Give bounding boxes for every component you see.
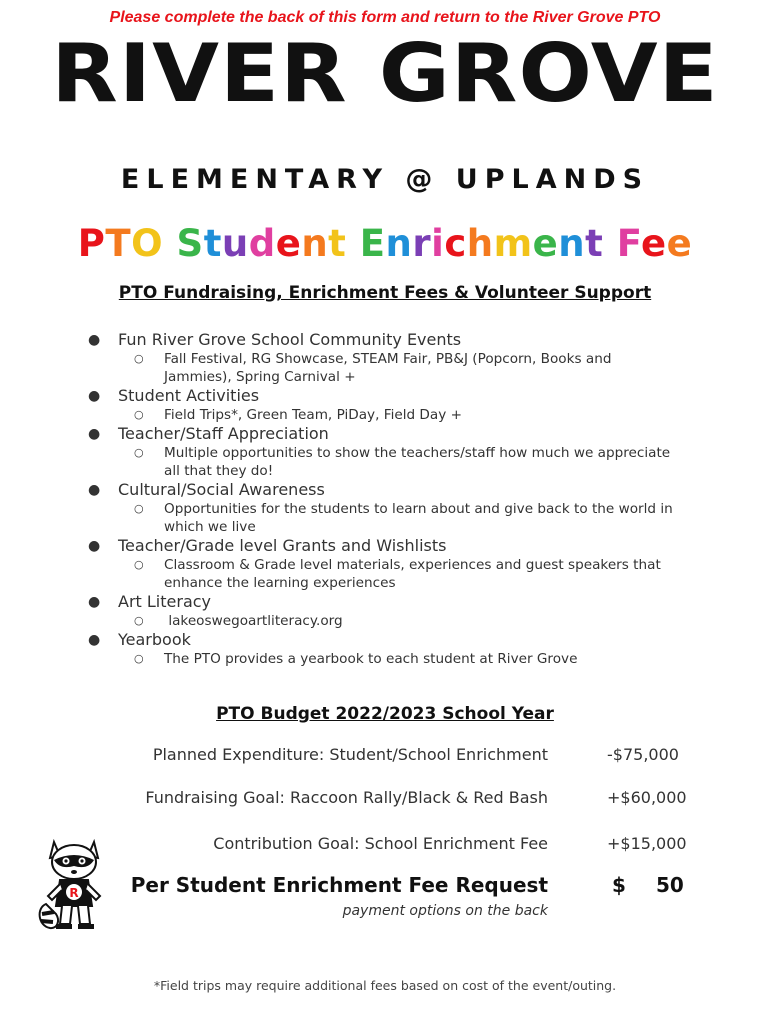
budget-row-label: Planned Expenditure: Student/School Enrichment <box>152 745 548 764</box>
title-letter: d <box>248 222 276 265</box>
title-letter: u <box>221 222 249 265</box>
title-letter: T <box>105 222 132 265</box>
activity-title: Teacher/Grade level Grants and Wishlists <box>118 536 447 555</box>
bullet-icon: ● <box>88 632 101 648</box>
activity-item <box>88 630 770 650</box>
activity-detail <box>134 406 680 424</box>
activity-item <box>88 480 770 500</box>
title-letter: c <box>444 222 467 265</box>
activity-title: Fun River Grove School Community Events <box>118 330 462 349</box>
sub-bullet-icon: ○ <box>134 558 144 571</box>
activity-item <box>88 386 770 406</box>
activity-detail-text: Fall Festival, RG Showcase, STEAM Fair, PB&J (Popcorn, Books and Jammies), Spring Carnival + <box>164 351 616 385</box>
fundraising-section-heading: PTO Fundraising, Enrichment Fees & Volunteer Support <box>118 283 652 303</box>
title-letter: P <box>77 222 106 265</box>
activity-title: Art Literacy <box>118 592 212 611</box>
title-letter: t <box>585 222 604 265</box>
payment-options-note: payment options on the back <box>342 903 548 919</box>
title-letter: O <box>131 222 164 265</box>
activity-detail <box>134 650 680 668</box>
title-letter: F <box>616 222 641 265</box>
title-letter: e <box>640 222 667 265</box>
activity-title: Cultural/Social Awareness <box>118 480 325 499</box>
title-letter: t <box>328 222 347 265</box>
bullet-icon: ● <box>88 426 101 442</box>
budget-heading: PTO Budget 2022/2023 School Year <box>216 704 554 724</box>
title-letter: n <box>558 222 586 265</box>
title-letter: E <box>359 222 386 265</box>
title-letter: m <box>493 222 533 265</box>
activity-detail <box>134 500 680 536</box>
sub-bullet-icon: ○ <box>134 408 144 421</box>
activity-title: Teacher/Staff Appreciation <box>118 424 329 443</box>
fee-currency: $ <box>612 873 626 897</box>
sub-bullet-icon: ○ <box>134 614 144 627</box>
activity-item <box>88 424 770 444</box>
school-subtitle: ELEMENTARY @ UPLANDS <box>120 164 650 195</box>
bullet-icon: ● <box>88 388 101 404</box>
title-letter <box>163 222 176 265</box>
budget-row-label: Contribution Goal: School Enrichment Fee <box>213 834 548 853</box>
enrichment-fee-title <box>0 222 770 265</box>
activity-detail-text: The PTO provides a yearbook to each student at River Grove <box>164 651 578 667</box>
title-letter: n <box>385 222 413 265</box>
bullet-icon: ● <box>88 332 101 348</box>
field-trip-footnote: *Field trips may require additional fees based on cost of the event/outing. <box>153 978 617 993</box>
activity-detail-text: Classroom & Grade level materials, experiences and guest speakers that enhance the learning experiences <box>164 557 666 591</box>
raccoon-mascot-icon <box>38 834 110 932</box>
title-letter: e <box>275 222 302 265</box>
title-letter <box>603 222 616 265</box>
school-name-heading: RIVER GROVE <box>51 27 719 120</box>
activity-detail <box>134 350 680 386</box>
budget-row-amount: +$60,000 <box>607 788 687 807</box>
activity-detail-text: Opportunities for the students to learn about and give back to the world in which we live <box>164 501 678 535</box>
title-letter: e <box>666 222 693 265</box>
mascot-letter: R <box>69 886 79 900</box>
title-letter: r <box>412 222 432 265</box>
activity-item <box>88 536 770 556</box>
bullet-icon: ● <box>88 482 101 498</box>
activities-list <box>0 330 770 668</box>
activity-detail <box>134 444 680 480</box>
sub-bullet-icon: ○ <box>134 502 144 515</box>
title-letter: e <box>532 222 559 265</box>
activity-item <box>88 592 770 612</box>
fee-request-label: Per Student Enrichment Fee Request <box>130 873 548 897</box>
activity-detail-text: Multiple opportunities to show the teachers/staff how much we appreciate all that they do! <box>164 445 675 479</box>
activity-detail-text: Field Trips*, Green Team, PiDay, Field Day + <box>164 407 462 423</box>
activity-detail <box>134 556 680 592</box>
fee-amount: 50 <box>656 873 684 897</box>
budget-row-amount: +$15,000 <box>607 834 687 853</box>
activity-detail-text: lakeoswegoartliteracy.org <box>164 613 343 629</box>
bullet-icon: ● <box>88 594 101 610</box>
title-letter: t <box>203 222 222 265</box>
sub-bullet-icon: ○ <box>134 446 144 459</box>
bullet-icon: ● <box>88 538 101 554</box>
activity-title: Yearbook <box>118 630 191 649</box>
budget-row-label: Fundraising Goal: Raccoon Rally/Black & Red Bash <box>145 788 548 807</box>
title-letter: h <box>466 222 494 265</box>
sub-bullet-icon: ○ <box>134 652 144 665</box>
activity-detail <box>134 612 680 630</box>
activity-item <box>88 330 770 350</box>
title-letter <box>346 222 359 265</box>
activity-title: Student Activities <box>118 386 260 405</box>
sub-bullet-icon: ○ <box>134 352 144 365</box>
budget-row-amount: -$75,000 <box>607 745 679 764</box>
title-letter: n <box>301 222 329 265</box>
title-letter: i <box>431 222 445 265</box>
title-letter: S <box>176 222 204 265</box>
return-form-notice: Please complete the back of this form and return to the River Grove PTO <box>109 9 661 26</box>
